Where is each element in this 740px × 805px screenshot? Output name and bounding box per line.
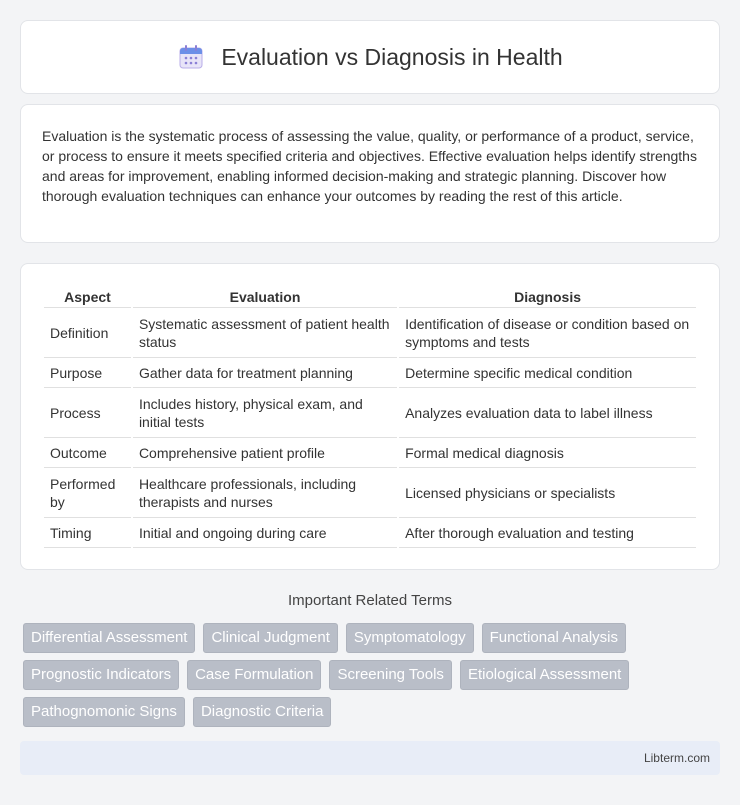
cell-evaluation: Healthcare professionals, including therapists and nurses	[133, 468, 397, 518]
tag-prognostic-indicators[interactable]: Prognostic Indicators	[23, 660, 179, 690]
tag-pathognomonic-signs[interactable]: Pathognomonic Signs	[23, 697, 185, 727]
table-row	[44, 518, 696, 548]
comparison-table	[42, 284, 698, 548]
related-terms-list	[23, 623, 723, 734]
cell-aspect: Outcome	[44, 438, 131, 468]
header-evaluation: Evaluation	[133, 284, 397, 308]
cell-evaluation: Systematic assessment of patient health status	[133, 308, 397, 358]
table-row	[44, 468, 696, 518]
calendar-icon	[177, 43, 205, 71]
cell-diagnosis: Determine specific medical condition	[399, 358, 696, 388]
cell-diagnosis: Analyzes evaluation data to label illness	[399, 388, 696, 438]
cell-diagnosis: After thorough evaluation and testing	[399, 518, 696, 548]
cell-evaluation: Includes history, physical exam, and initial tests	[133, 388, 397, 438]
cell-diagnosis: Formal medical diagnosis	[399, 438, 696, 468]
tag-case-formulation[interactable]: Case Formulation	[187, 660, 321, 690]
tag-differential-assessment[interactable]: Differential Assessment	[23, 623, 195, 653]
tag-diagnostic-criteria[interactable]: Diagnostic Criteria	[193, 697, 332, 727]
tag-etiological-assessment[interactable]: Etiological Assessment	[460, 660, 629, 690]
title-card	[20, 20, 720, 94]
cell-evaluation: Initial and ongoing during care	[133, 518, 397, 548]
table-row	[44, 388, 696, 438]
cell-evaluation: Gather data for treatment planning	[133, 358, 397, 388]
cell-diagnosis: Identification of disease or condition based on symptoms and tests	[399, 308, 696, 358]
footer	[20, 741, 720, 775]
cell-aspect: Purpose	[44, 358, 131, 388]
cell-diagnosis: Licensed physicians or specialists	[399, 468, 696, 518]
tag-functional-analysis[interactable]: Functional Analysis	[482, 623, 626, 653]
header-aspect: Aspect	[44, 284, 131, 308]
cell-evaluation: Comprehensive patient profile	[133, 438, 397, 468]
comparison-card	[20, 263, 720, 570]
intro-card	[20, 104, 720, 243]
tag-screening-tools[interactable]: Screening Tools	[329, 660, 451, 690]
cell-aspect: Definition	[44, 308, 131, 358]
header-diagnosis: Diagnosis	[399, 284, 696, 308]
tag-symptomatology[interactable]: Symptomatology	[346, 623, 474, 653]
related-terms-title: Important Related Terms	[288, 592, 452, 609]
page-title: Evaluation vs Diagnosis in Health	[221, 43, 563, 70]
table-header-row	[44, 284, 696, 308]
table-row	[44, 438, 696, 468]
table-row	[44, 308, 696, 358]
cell-aspect: Process	[44, 388, 131, 438]
footer-site-link[interactable]: Libterm.com	[643, 751, 710, 765]
tag-clinical-judgment[interactable]: Clinical Judgment	[203, 623, 337, 653]
table-row	[44, 358, 696, 388]
intro-paragraph: Evaluation is the systematic process of assessing the value, quality, or performance of a product, service, or process to ensure it meets specified criteria and objectives. Effective evaluation helps identify strengths and areas for improvement, enabling informed decision-making and strategic planning. Discover how thorough evaluation techniques can enhance your outcomes by reading the rest of this article.	[42, 128, 697, 204]
cell-aspect: Timing	[44, 518, 131, 548]
cell-aspect: Performed by	[44, 468, 131, 518]
